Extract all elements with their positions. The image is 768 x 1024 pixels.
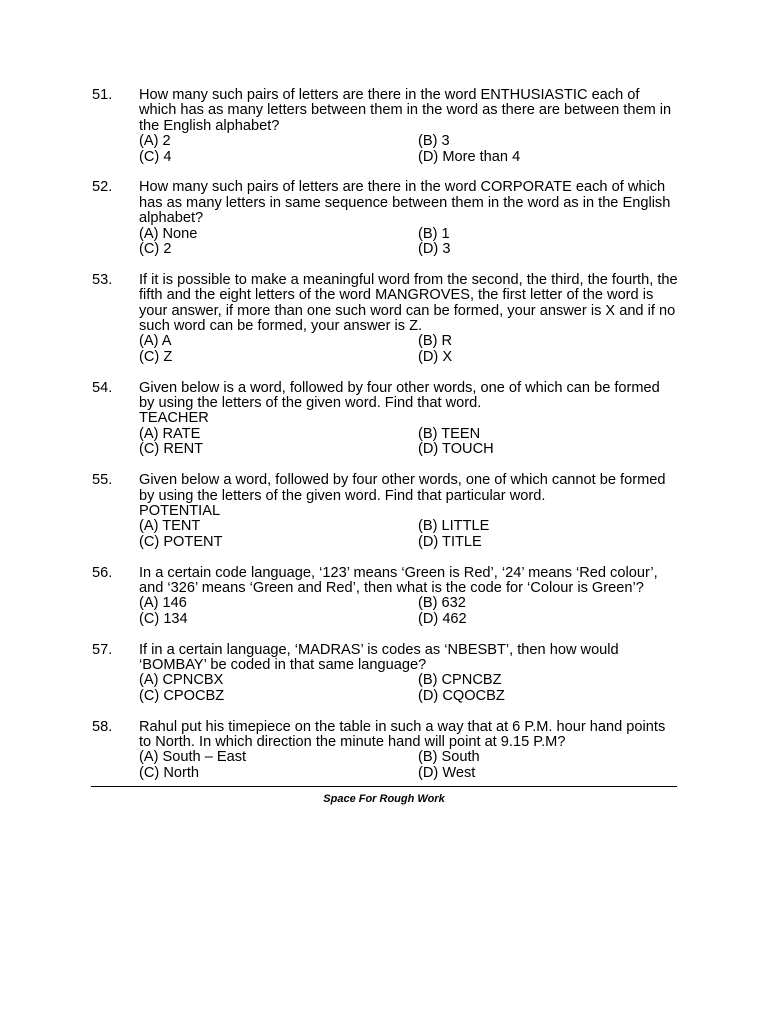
question-body	[139, 566, 678, 628]
question-51	[92, 88, 678, 165]
question-text: In a certain code language, ‘123’ means ‘Green is Red’, ‘24’ means ‘Red colour’, and ‘326’ means ‘Green and Red’, then what is the code for ‘Colour is Green’?	[139, 564, 658, 596]
question-55	[92, 473, 678, 550]
option-d: (D) CQOCBZ	[418, 687, 505, 704]
question-52	[92, 180, 678, 257]
question-58	[92, 720, 678, 782]
option-c: (C) Z	[139, 348, 173, 365]
option-c: (C) 134	[139, 610, 188, 627]
question-53	[92, 273, 678, 365]
question-54	[92, 381, 678, 458]
option-b: (B) TEEN	[418, 425, 481, 442]
option-c: (C) 2	[139, 241, 172, 258]
question-number: 56.	[92, 564, 113, 581]
option-d: (D) More than 4	[418, 148, 521, 165]
option-c: (C) RENT	[139, 441, 204, 458]
question-text: If in a certain language, ‘MADRAS’ is codes as ‘NBESBT’, then how would ‘BOMBAY’ be coded in that same language?	[139, 641, 619, 673]
rough-work-label: Space For Rough Work	[323, 793, 445, 805]
options-row	[139, 766, 678, 781]
option-c: (C) CPOCBZ	[139, 687, 225, 704]
option-a: (A) RATE	[139, 425, 201, 442]
option-b: (B) 1	[418, 225, 450, 242]
question-list	[92, 88, 678, 797]
question-body	[139, 720, 678, 782]
given-word: TEACHER	[139, 410, 209, 427]
option-a: (A) None	[139, 225, 198, 242]
option-a: (A) 2	[139, 133, 171, 150]
option-c: (C) 4	[139, 148, 172, 165]
option-b: (B) LITTLE	[418, 518, 490, 535]
options-row	[139, 750, 678, 765]
options-row	[139, 689, 678, 704]
given-word: POTENTIAL	[139, 502, 221, 519]
options-row	[139, 535, 678, 550]
options-row	[139, 350, 678, 365]
option-b: (B) 632	[418, 595, 466, 612]
option-d: (D) TOUCH	[418, 441, 494, 458]
options-row	[139, 519, 678, 534]
question-text: Given below is a word, followed by four other words, one of which can be formed by using the letters of the given word. Find that word.	[139, 379, 660, 412]
question-body	[139, 273, 678, 365]
option-d: (D) 462	[418, 610, 467, 627]
option-c: (C) POTENT	[139, 533, 223, 550]
question-number: 51.	[92, 87, 113, 103]
option-b: (B) 3	[418, 133, 450, 150]
question-number: 52.	[92, 179, 113, 196]
option-a: (A) 146	[139, 595, 187, 612]
options-row	[139, 596, 678, 611]
question-text: Rahul put his timepiece on the table in such a way that at 6 P.M. hour hand points to North. In which direction the minute hand will point at 9.15 P.M?	[139, 718, 666, 750]
option-a: (A) TENT	[139, 518, 201, 535]
question-text: How many such pairs of letters are there in the word CORPORATE each of which has as many letters in same sequence between them in the word as in the English alphabet?	[139, 179, 671, 227]
question-number: 55.	[92, 472, 113, 489]
question-text: How many such pairs of letters are there in the word ENTHUSIASTIC each of which has as many letters between them in the word as there are between them in the English alphabet?	[139, 87, 672, 134]
option-c: (C) North	[139, 764, 199, 781]
options-row	[139, 334, 678, 349]
options-row	[139, 612, 678, 627]
question-body	[139, 88, 678, 165]
question-body	[139, 643, 678, 705]
option-a: (A) CPNCBX	[139, 672, 224, 689]
question-number: 57.	[92, 641, 113, 658]
option-b: (B) South	[418, 749, 480, 766]
options-row	[139, 242, 678, 257]
question-56	[92, 566, 678, 628]
option-b: (B) CPNCBZ	[418, 672, 502, 689]
question-text: Given below a word, followed by four other words, one of which cannot be formed by using the letters of the given word. Find that particular word.	[139, 472, 666, 504]
options-row	[139, 442, 678, 457]
options-row	[139, 150, 678, 165]
options-row	[139, 134, 678, 149]
option-b: (B) R	[418, 333, 453, 350]
option-d: (D) X	[418, 348, 453, 365]
option-a: (A) South – East	[139, 749, 247, 766]
question-57	[92, 643, 678, 705]
options-row	[139, 427, 678, 442]
question-number: 58.	[92, 718, 113, 735]
footer-divider	[91, 786, 677, 787]
options-row	[139, 227, 678, 242]
question-number: 54.	[92, 379, 113, 396]
options-row	[139, 673, 678, 688]
question-text: If it is possible to make a meaningful word from the second, the third, the fourth, the fifth and the eight letters of the word MANGROVES, the first letter of the word is your answer, if more than one such word can be formed, your answer is X and if no such word can be formed, your answer is Z.	[139, 271, 678, 335]
question-body	[139, 473, 678, 550]
question-number: 53.	[92, 271, 113, 288]
option-d: (D) TITLE	[418, 533, 482, 550]
question-body	[139, 180, 678, 257]
option-d: (D) 3	[418, 241, 451, 258]
option-a: (A) A	[139, 333, 172, 350]
question-body	[139, 381, 678, 458]
option-d: (D) West	[418, 764, 476, 781]
